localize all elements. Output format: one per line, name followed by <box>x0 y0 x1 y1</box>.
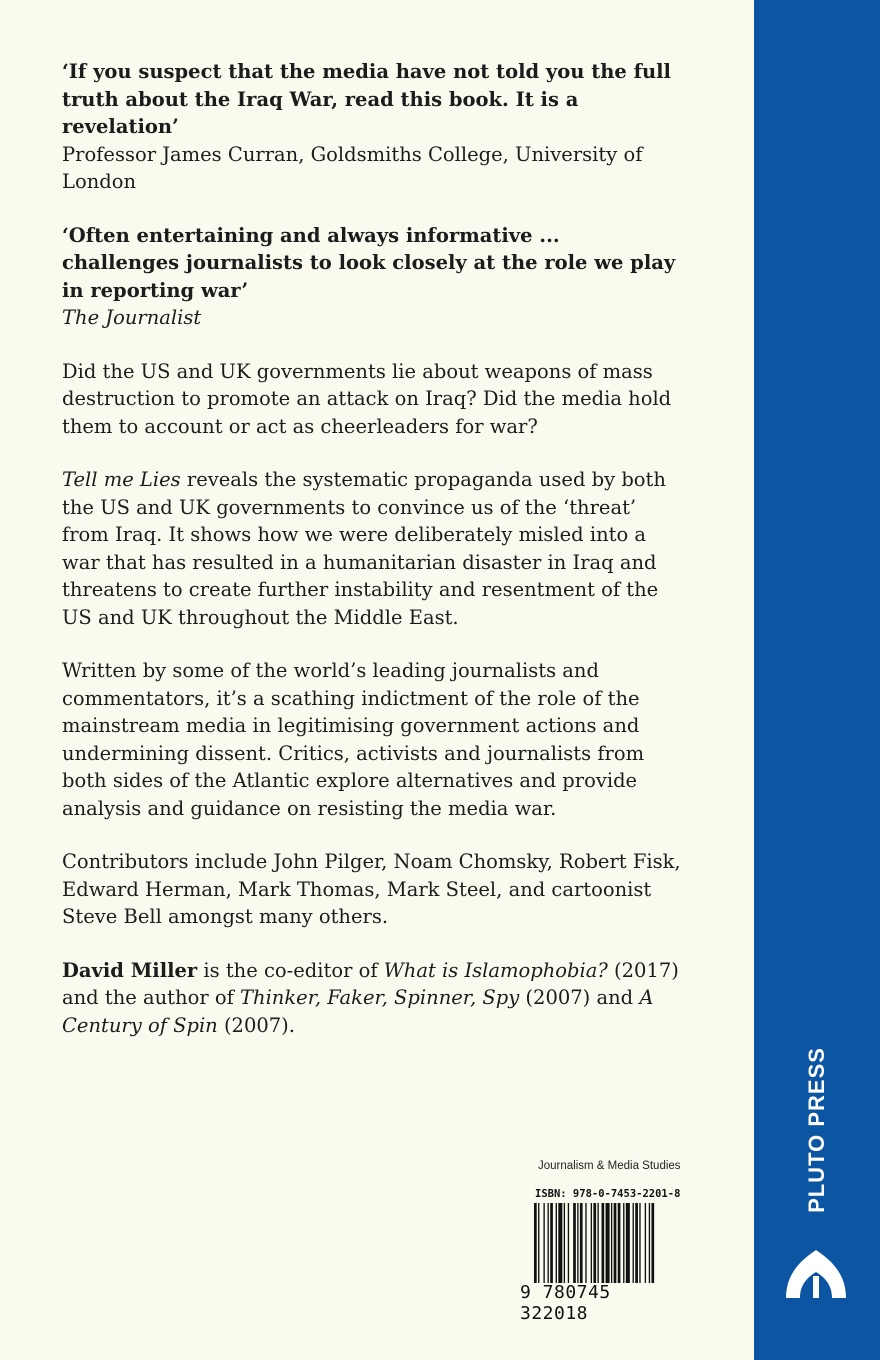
description-paragraph-2: Tell me Lies reveals the systematic propaganda used by both the US and UK governments to convince us of the ‘threat’ from Iraq. It shows how we were deliberately misled into a war that has resulted in a humanitarian disaster in Iraq and threatens to create further instability and resentment of the US and UK throughout the Middle East. <box>62 468 666 629</box>
description-paragraph-1: Did the US and UK governments lie about weapons of mass destruction to promote an attack on Iraq? Did the media hold them to account or act as cheerleaders for war? <box>62 359 672 438</box>
description-paragraph-4: Contributors include John Pilger, Noam Chomsky, Robert Fisk, Edward Herman, Mark Thomas, Mark Steel, and cartoonist Steve Bell amongst many others. <box>62 850 681 928</box>
quote-source: The Journalist <box>62 306 202 329</box>
isbn-label: ISBN: 978-0-7453-2201-8 <box>535 1188 681 1200</box>
quote-text: ‘If you suspect that the media have not told you the full truth about the Iraq War, read this book. It is a revelation’ <box>62 60 671 138</box>
barcode-bars <box>534 1203 690 1283</box>
endorsement-quote-1 <box>62 58 682 196</box>
endorsement-quote-2 <box>62 222 682 332</box>
subject-category: Journalism & Media Studies <box>538 1160 681 1172</box>
isbn-barcode <box>520 1188 690 1324</box>
author-name: David Miller <box>62 958 198 982</box>
quote-text: ‘Often entertaining and always informative ... challenges journalists to look closely at the role we play in reporting war’ <box>62 223 676 302</box>
pluto-press-logo-icon <box>784 1240 848 1300</box>
barcode-digits: 9 780745 322018 <box>520 1282 611 1324</box>
author-bio: David Miller is the co-editor of What is Islamophobia? (2017) and the author of Thinker, Faker, Spinner, Spy (2007) and A Century of Spin (2007). <box>62 958 679 1037</box>
publisher-name: PLUTO PRESS <box>804 1047 829 1213</box>
spine-band <box>754 0 880 1360</box>
description-paragraph-3: Written by some of the world’s leading journalists and commentators, it’s a scathing indictment of the role of the mainstream media in legitimising government actions and undermining dissent. Critics, activists and journalists from both sides of the Atlantic explore alternatives and provide analysis and guidance on resisting the media war. <box>62 659 645 820</box>
quote-source: Professor James Curran, Goldsmiths College, University of London <box>62 142 643 193</box>
book-title: Tell me Lies <box>62 468 181 491</box>
back-cover-text <box>62 58 682 1065</box>
